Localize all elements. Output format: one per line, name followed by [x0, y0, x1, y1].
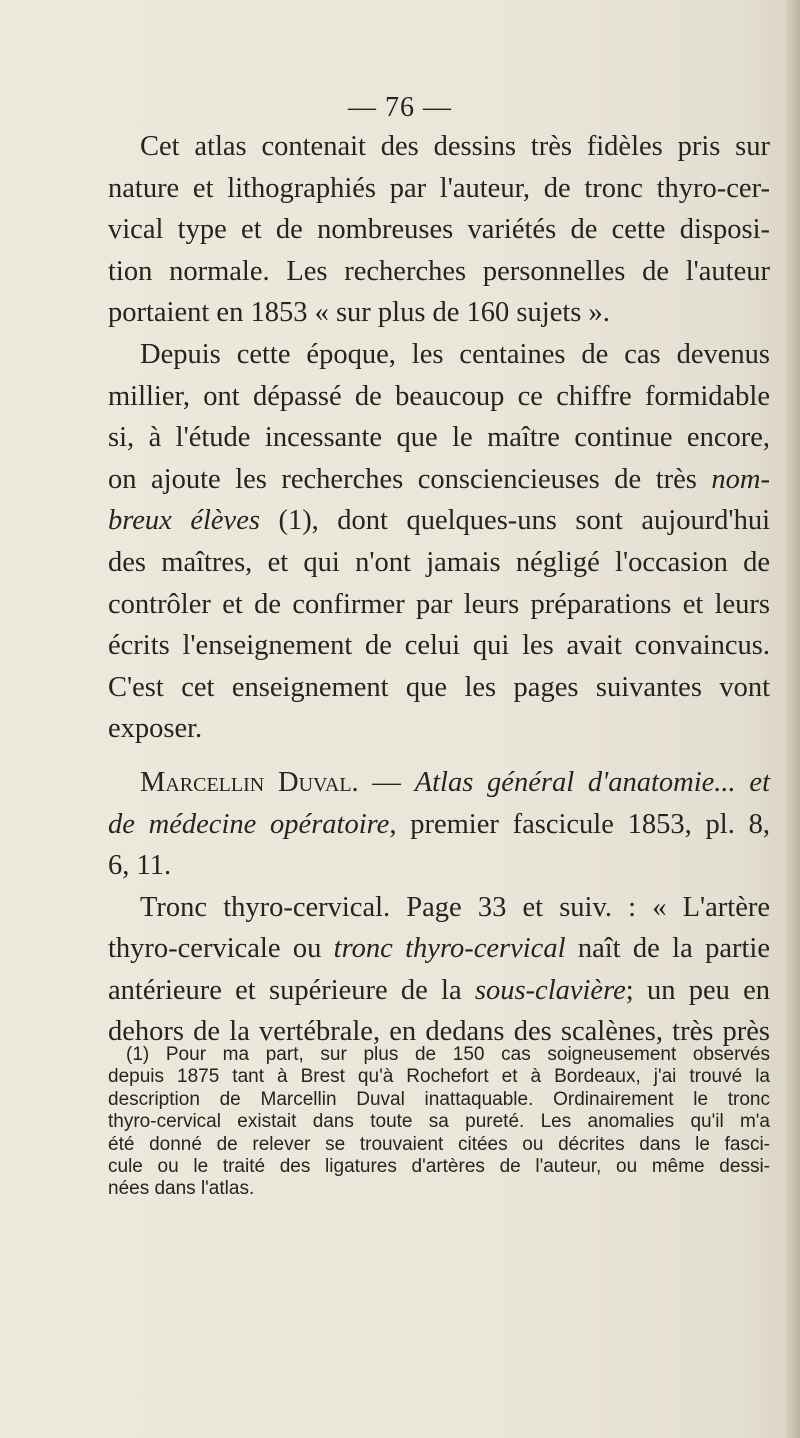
footnote — [108, 1044, 770, 1201]
text-line — [108, 804, 770, 846]
text-line: vical type et de nombreuses variétés de cette disposi- — [108, 214, 770, 246]
text-line — [108, 928, 770, 970]
footnote-line: été donné de relever se trouvaient citées ou décrites dans le fasci- — [108, 1133, 770, 1155]
text-segment: antérieure et supérieure de la — [108, 974, 475, 1006]
text-segment: thyro-cervicale ou — [108, 933, 334, 965]
text-line: 6, 11. — [108, 850, 172, 882]
text-line: tion normale. Les recherches personnelles de l'auteur — [108, 255, 770, 287]
text-segment: — — [358, 766, 415, 798]
page-number: — 76 — — [348, 92, 452, 123]
text-line: nature et lithographiés par l'auteur, de tronc thyro-cer- — [108, 172, 770, 204]
text-line: exposer. — [108, 713, 203, 745]
text-line — [108, 970, 770, 1012]
quote-paragraph — [108, 887, 770, 1053]
reference-title: Atlas général d'anatomie... et — [414, 766, 770, 798]
text-segment: ; un peu en — [625, 974, 770, 1006]
text-line: contrôler et de confirmer par leurs préparations et leurs — [108, 588, 770, 620]
text-segment: naît de la partie — [565, 933, 770, 965]
text-line: Depuis cette époque, les centaines de cas devenus — [140, 338, 770, 370]
text-line: Cet atlas contenait des dessins très fidèles pris sur — [140, 131, 770, 162]
main-text — [108, 126, 770, 1053]
text-line: si, à l'étude incessante que le maître continue encore, — [108, 422, 770, 454]
text-line: écrits l'enseignement de celui qui les avait convaincus. — [108, 630, 770, 662]
italic-text: nom- — [711, 463, 770, 495]
text-line: portaient en 1853 « sur plus de 160 sujets ». — [108, 297, 610, 329]
text-line: Tronc thyro-cervical. Page 33 et suiv. : « L'artère — [140, 891, 770, 923]
paragraph-2 — [108, 334, 770, 750]
text-line: C'est cet enseignement que les pages suivantes vont — [108, 671, 770, 703]
footnote-line: description de Marcellin Duval inattaquable. Ordinairement le tronc — [108, 1088, 770, 1110]
footnote-line: nées dans l'atlas. — [108, 1178, 255, 1200]
text-line — [108, 459, 770, 501]
footnote-line: depuis 1875 tant à Brest qu'à Rochefort et à Bordeaux, j'ai trouvé la — [108, 1066, 770, 1088]
text-line: dehors de la vertébrale, en dedans des scalènes, très près — [108, 1016, 770, 1048]
footnote-line: cule ou le traité des ligatures d'artères de l'auteur, ou même dessi- — [108, 1156, 770, 1178]
reference-paragraph — [108, 762, 770, 887]
text-line — [108, 500, 770, 542]
text-line — [108, 762, 770, 804]
text-segment: on ajoute les recherches consciencieuses de très — [108, 463, 712, 495]
paragraph-1 — [108, 126, 770, 334]
text-segment: , premier fascicule 1853, pl. 8, — [389, 808, 770, 840]
text-line: millier, ont dépassé de beaucoup ce chiffre formidable — [108, 380, 770, 412]
text-segment: (1), dont quelques-uns sont aujourd'hui — [259, 505, 770, 537]
reference-author: Marcellin Duval. — [140, 766, 359, 798]
italic-text: de médecine opératoire — [108, 808, 390, 840]
italic-text: sous-clavière — [474, 974, 626, 1006]
italic-text: tronc thyro-cervical — [333, 933, 566, 965]
italic-text: breux élèves — [108, 505, 260, 537]
footnote-line: (1) Pour ma part, sur plus de 150 cas soigneusement observés — [126, 1044, 770, 1065]
text-line: des maîtres, et qui n'ont jamais négligé l'occasion de — [108, 546, 770, 578]
page-edge — [786, 0, 800, 1438]
footnote-line: thyro-cervical existait dans toute sa pureté. Les anomalies qu'il m'a — [108, 1111, 770, 1133]
